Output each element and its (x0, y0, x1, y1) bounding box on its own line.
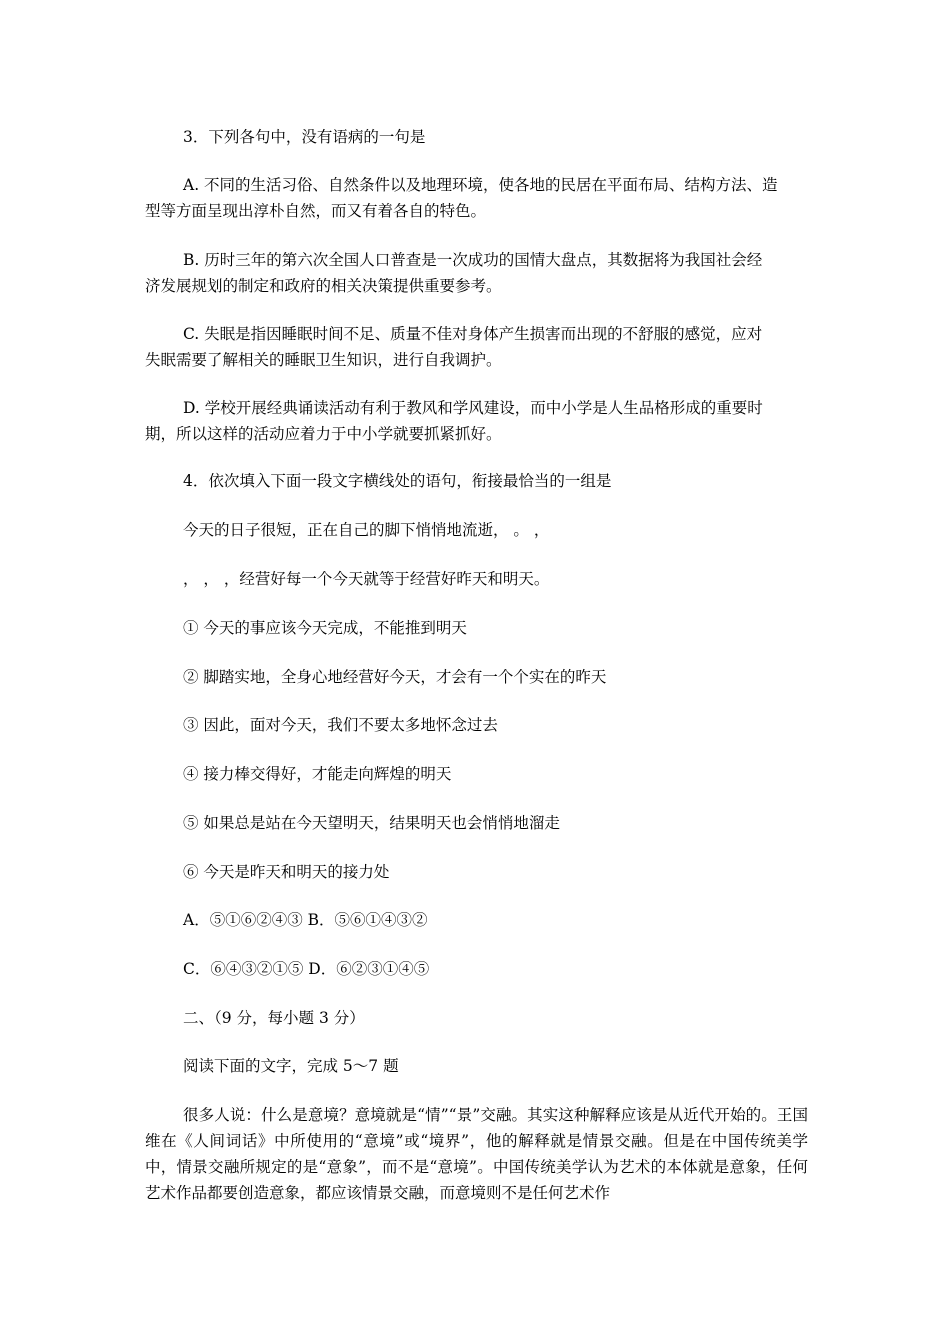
q4-choices-line2: C．⑥④③②①⑤ D．⑥②③①④⑤ (183, 960, 430, 978)
q3-option-c-line2: 失眠需要了解相关的睡眠卫生知识，进行自我调护。 (145, 351, 502, 369)
q4-choices-line1: A．⑤①⑥②④③ B．⑤⑥①④③② (183, 911, 428, 929)
q4-passage-line2: ， ， ，经营好每一个今天就等于经营好昨天和明天。 (183, 570, 550, 588)
reading-passage: 很多人说：什么是意境？意境就是“情”“景”交融。其实这种解释应该是从近代开始的。王国维在《人间词话》中所使用的“意境”或“境界”，他的解释就是情景交融。但是在中国传统美学中，情景交融所规定的是“意象”，而不是“意境”。中国传统美学认为艺术的本体就是意象，任何艺术作品都要创造意象，都应该情景交融，而意境则不是任何艺术作 (145, 1106, 808, 1202)
q3-stem: 3．下列各句中，没有语病的一句是 (183, 128, 426, 146)
q4-stem: 4．依次填入下面一段文字横线处的语句，衔接最恰当的一组是 (183, 472, 612, 490)
q3-option-c-line1: C. 失眠是指因睡眠时间不足、质量不佳对身体产生损害而出现的不舒服的感觉，应对 (183, 325, 763, 343)
section2-heading: 二、（9 分，每小题 3 分） (183, 1009, 365, 1027)
q3-option-a-line2: 型等方面呈现出淳朴自然，而又有着各自的特色。 (145, 202, 487, 220)
q3-option-a-line1: A. 不同的生活习俗、自然条件以及地理环境，使各地的民居在平面布局、结构方法、造 (183, 176, 778, 194)
q4-item-1: ① 今天的事应该今天完成，不能推到明天 (183, 619, 467, 637)
q3-option-b-line2: 济发展规划的制定和政府的相关决策提供重要参考。 (145, 277, 502, 295)
section2-instruction: 阅读下面的文字，完成 5～7 题 (183, 1057, 399, 1075)
q4-item-2: ② 脚踏实地，全身心地经营好今天，才会有一个个实在的昨天 (183, 668, 607, 686)
q3-option-d-line1: D. 学校开展经典诵读活动有利于教风和学风建设，而中小学是人生品格形成的重要时 (183, 399, 763, 417)
q4-item-3: ③ 因此，面对今天，我们不要太多地怀念过去 (183, 716, 498, 734)
q3-option-d-line2: 期，所以这样的活动应着力于中小学就要抓紧抓好。 (145, 425, 502, 443)
q4-item-6: ⑥ 今天是昨天和明天的接力处 (183, 863, 390, 881)
q4-passage-line1: 今天的日子很短，正在自己的脚下悄悄地流逝， 。 ， (183, 521, 550, 539)
q3-option-b-line1: B. 历时三年的第六次全国人口普查是一次成功的国情大盘点，其数据将为我国社会经 (183, 251, 763, 269)
q4-item-5: ⑤ 如果总是站在今天望明天，结果明天也会悄悄地溜走 (183, 814, 560, 832)
q4-item-4: ④ 接力棒交得好，才能走向辉煌的明天 (183, 765, 452, 783)
